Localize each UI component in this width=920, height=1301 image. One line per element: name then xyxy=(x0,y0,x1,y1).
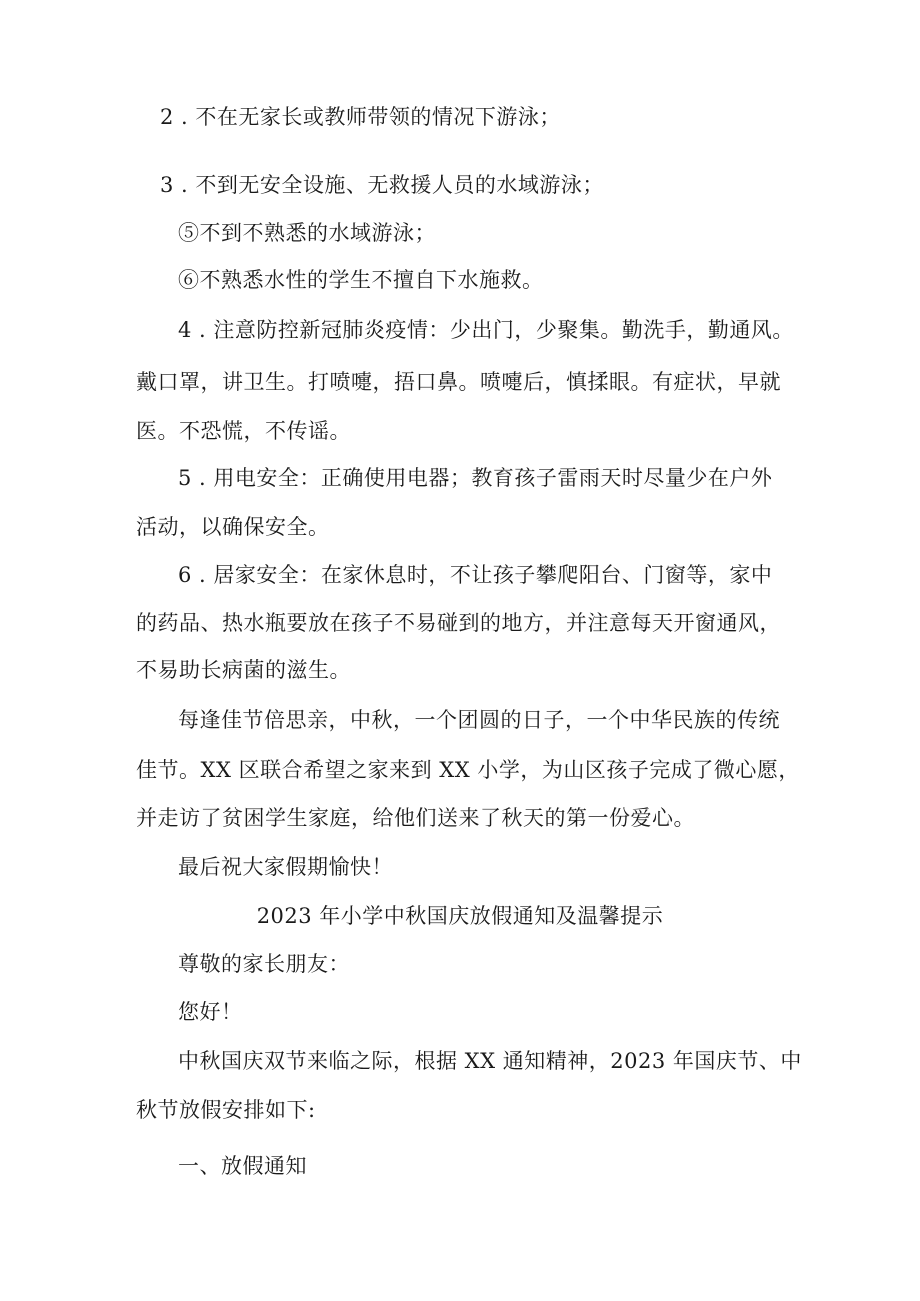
paragraph-line: 活动，以确保安全。 xyxy=(136,515,330,539)
paragraph-line: 戴口罩，讲卫生。打喷嚏，捂口鼻。喷嚏后，慎揉眼。有症状，早就 xyxy=(136,370,781,394)
rule-item-circled-5: ⑤不到不熟悉的水域游泳； xyxy=(178,221,436,245)
paragraph-line: 5 . 用电安全：正确使用电器；教育孩子雷雨天时尽量少在户外 xyxy=(178,466,773,490)
paragraph-line: 医。不恐慌，不传谣。 xyxy=(136,419,351,443)
intro-line: 中秋国庆双节来临之际，根据 XX 通知精神，2023 年国庆节、中 xyxy=(178,1049,802,1073)
notice-title: 2023 年小学中秋国庆放假通知及温馨提示 xyxy=(256,904,664,928)
greeting: 您好！ xyxy=(178,1000,243,1024)
section-heading: 一、放假通知 xyxy=(178,1154,307,1178)
paragraph-line: 每逢佳节倍思亲，中秋，一个团圆的日子，一个中华民族的传统 xyxy=(178,708,780,732)
paragraph-line: 佳节。XX 区联合希望之家来到 XX 小学，为山区孩子完成了微心愿， xyxy=(136,758,800,782)
rule-item-2: 2 . 不在无家长或教师带领的情况下游泳； xyxy=(160,105,561,129)
salutation: 尊敬的家长朋友： xyxy=(178,952,350,976)
paragraph-line: 的药品、热水瓶要放在孩子不易碰到的地方，并注意每天开窗通风， xyxy=(136,611,781,635)
paragraph-line: 4 . 注意防控新冠肺炎疫情：少出门，少聚集。勤洗手，勤通风。 xyxy=(178,318,794,342)
paragraph-line: 并走访了贫困学生家庭，给他们送来了秋天的第一份爱心。 xyxy=(136,806,695,830)
rule-item-3: 3 . 不到无安全设施、无救援人员的水域游泳； xyxy=(160,173,604,197)
paragraph-line: 不易助长病菌的滋生。 xyxy=(136,658,351,682)
closing-wish: 最后祝大家假期愉快！ xyxy=(178,855,393,879)
paragraph-line: 6 . 居家安全：在家休息时，不让孩子攀爬阳台、门窗等，家中 xyxy=(178,563,773,587)
rule-item-circled-6: ⑥不熟悉水性的学生不擅自下水施救。 xyxy=(178,268,544,292)
intro-line: 秋节放假安排如下: xyxy=(136,1098,316,1122)
